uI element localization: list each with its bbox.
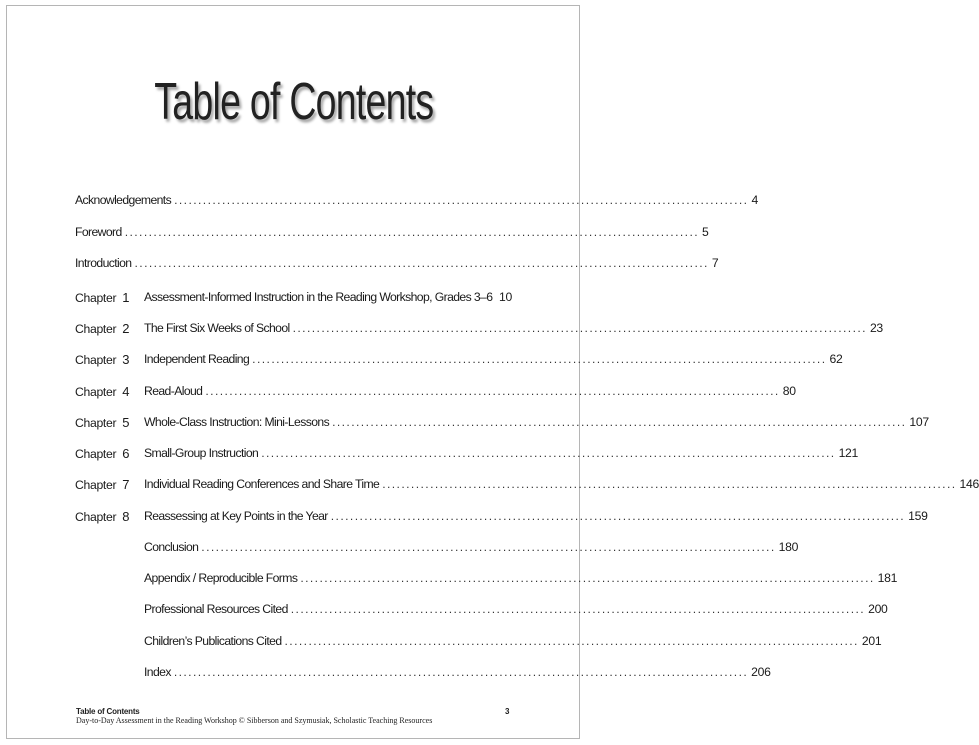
toc-entry-appendix[interactable] — [144, 571, 898, 585]
toc-entry-page: 206 — [751, 665, 771, 679]
toc-entry-label: Small-Group Instruction — [144, 446, 259, 460]
toc-entry-label: Appendix / Reproducible Forms — [144, 571, 298, 585]
dot-leader: ........................................................................................................................ — [332, 415, 907, 429]
chapter-word: Chapter — [75, 322, 117, 336]
dot-leader: ........................................................................................................................ — [201, 540, 776, 554]
toc-entry-page: 107 — [909, 415, 929, 429]
toc-entry-chapter-3[interactable] — [144, 352, 843, 366]
toc-entry-page: 80 — [782, 384, 796, 398]
chapter-number: 4 — [122, 384, 130, 399]
dot-leader: ........................................................................................................................ — [205, 384, 780, 398]
toc-entry-label: Assessment-Informed Instruction in the Reading Workshop, Grades 3–6 — [144, 290, 493, 304]
toc-entry-label: Professional Resources Cited — [144, 602, 288, 616]
chapter-label — [75, 415, 129, 430]
chapter-label — [75, 446, 129, 461]
toc-entry-chapter-2[interactable] — [144, 321, 883, 335]
page-title: Table of Contents — [154, 73, 434, 131]
toc-entry-page: 181 — [877, 571, 898, 585]
toc-entry-conclusion[interactable] — [144, 540, 799, 554]
dot-leader: ........................................................................................................................ — [252, 352, 827, 366]
toc-entry-childrens-publications[interactable] — [144, 634, 882, 648]
toc-entry-page: 121 — [838, 446, 858, 460]
chapter-number: 3 — [122, 352, 130, 367]
chapter-number: 2 — [122, 321, 130, 336]
chapter-number: 5 — [122, 415, 130, 430]
toc-entry-label: Children’s Publications Cited — [144, 634, 282, 648]
dot-leader: ........................................................................................................................ — [300, 571, 875, 585]
toc-entry-foreword[interactable] — [75, 225, 709, 239]
dot-leader: ........................................................................................................................ — [382, 477, 957, 491]
toc-entry-chapter-1[interactable] — [144, 290, 512, 304]
chapter-word: Chapter — [75, 353, 117, 367]
toc-entry-page: 7 — [711, 256, 719, 270]
toc-entry-label: Conclusion — [144, 540, 199, 554]
chapter-number: 6 — [122, 446, 130, 461]
chapter-label — [75, 384, 129, 399]
dot-leader: ........................................................................................................................ — [174, 193, 749, 207]
toc-entry-chapter-6[interactable] — [144, 446, 858, 460]
chapter-number: 1 — [122, 290, 130, 305]
toc-entry-chapter-4[interactable] — [144, 384, 796, 398]
toc-entry-chapter-7[interactable] — [144, 477, 979, 491]
chapter-number: 8 — [122, 509, 130, 524]
toc-entry-page: 201 — [861, 634, 882, 648]
dot-leader — [495, 290, 496, 304]
toc-entry-chapter-8[interactable] — [144, 509, 928, 523]
chapter-label — [75, 290, 129, 305]
toc-entry-label: Independent Reading — [144, 352, 250, 366]
toc-entry-page: 10 — [499, 290, 512, 304]
chapter-label — [75, 509, 129, 524]
chapter-word: Chapter — [75, 447, 117, 461]
chapter-label — [75, 321, 129, 336]
toc-entry-chapter-5[interactable] — [144, 415, 929, 429]
toc-entry-label: Individual Reading Conferences and Share Time — [144, 477, 380, 491]
toc-entry-label: Introduction — [75, 256, 132, 270]
chapter-word: Chapter — [75, 291, 117, 305]
toc-entry-label: The First Six Weeks of School — [144, 321, 290, 335]
toc-entry-label: Reassessing at Key Points in the Year — [144, 509, 328, 523]
toc-entry-page: 5 — [702, 225, 709, 239]
footer-section-title: Table of Contents — [76, 707, 140, 716]
toc-entry-acknowledgements[interactable] — [75, 193, 758, 207]
dot-leader: ........................................................................................................................ — [134, 256, 709, 270]
toc-entry-page: 200 — [868, 602, 888, 616]
chapter-label — [75, 352, 129, 367]
chapter-word: Chapter — [75, 510, 117, 524]
toc-entry-page: 62 — [829, 352, 843, 366]
toc-entry-label: Acknowledgements — [75, 193, 172, 207]
toc-entry-label: Whole-Class Instruction: Mini-Lessons — [144, 415, 330, 429]
dot-leader: ........................................................................................................................ — [173, 665, 749, 679]
page-number: 3 — [505, 707, 510, 716]
toc-entry-page: 159 — [908, 509, 928, 523]
chapter-word: Chapter — [75, 385, 117, 399]
toc-entry-page: 4 — [751, 193, 758, 207]
chapter-label — [75, 477, 129, 492]
dot-leader: ........................................................................................................................ — [330, 509, 906, 523]
page-footer — [76, 707, 512, 725]
toc-entry-page: 180 — [778, 540, 799, 554]
dot-leader: ........................................................................................................................ — [290, 602, 866, 616]
toc-entry-label: Foreword — [75, 225, 122, 239]
dot-leader: ........................................................................................................................ — [292, 321, 867, 335]
dot-leader: ........................................................................................................................ — [261, 446, 836, 460]
toc-entry-introduction[interactable] — [75, 256, 719, 270]
footer-credit: Day-to-Day Assessment in the Reading Workshop © Sibberson and Szymusiak, Scholastic Teaching Resources — [76, 716, 433, 725]
toc-entry-page: 23 — [869, 321, 883, 335]
toc-entry-page: 146 — [959, 477, 979, 491]
toc-entry-professional-resources[interactable] — [144, 602, 888, 616]
dot-leader: ........................................................................................................................ — [124, 225, 700, 239]
toc-entry-index[interactable] — [144, 665, 771, 679]
toc-entry-label: Index — [144, 665, 171, 679]
toc-entry-label: Read-Aloud — [144, 384, 203, 398]
chapter-number: 7 — [122, 477, 130, 492]
chapter-word: Chapter — [75, 478, 117, 492]
dot-leader: ........................................................................................................................ — [284, 634, 859, 648]
chapter-word: Chapter — [75, 416, 117, 430]
